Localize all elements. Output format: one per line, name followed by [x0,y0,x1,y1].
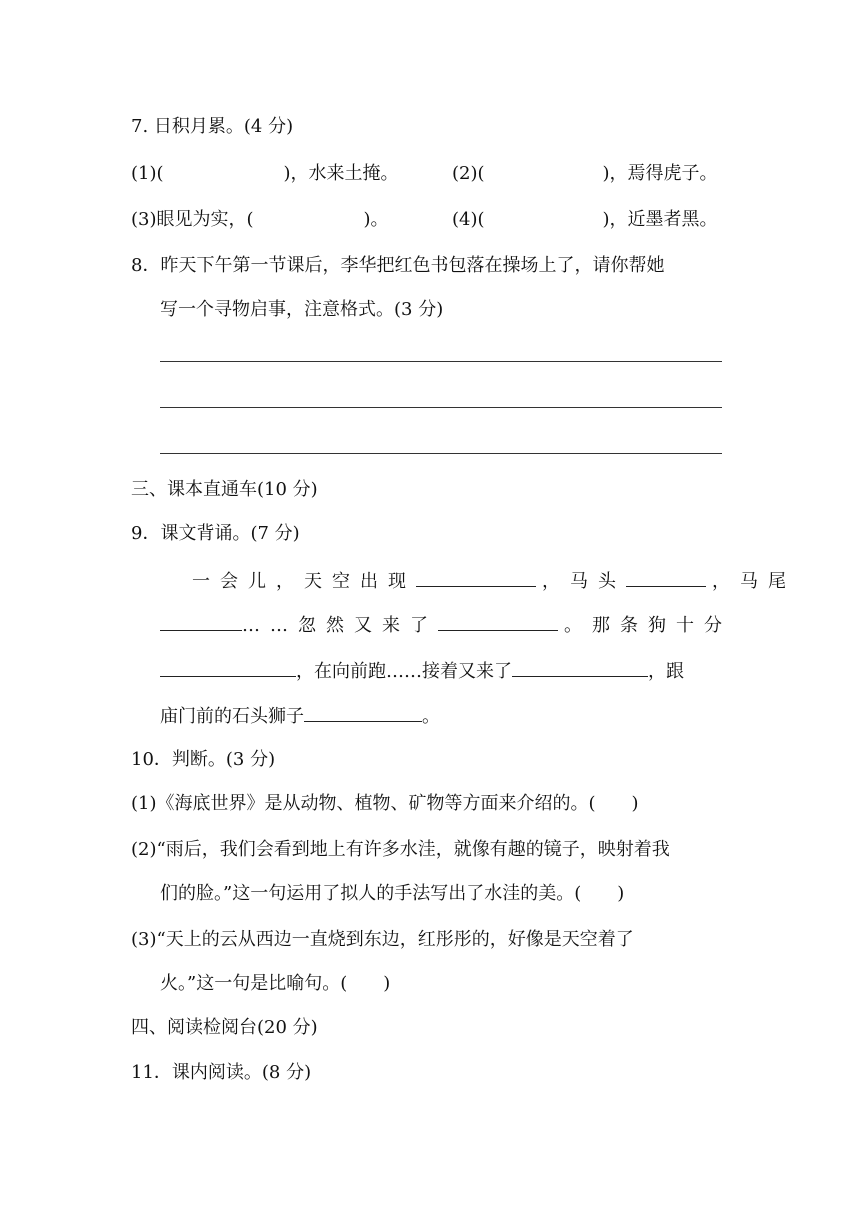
q7-item-2-pre: (2)( [452,163,485,184]
q7-item-3-post: )。 [363,209,389,230]
q7-item-1-post: )，水来土掩。 [283,163,399,184]
section-3-heading: 三、课本直通车(10 分) [131,479,318,500]
q8-line-1: 8．昨天下午第一节课后，李华把红色书包落在操场上了，请你帮她 [131,255,665,276]
q9-line-3-text-b: ，跟 [648,661,684,682]
q9-blank-4[interactable] [438,612,558,631]
q7-item-2-post: )，焉得虎子。 [602,163,718,184]
q10-statement-3-line-2: 火。”这一句是比喻句。( ) [160,973,391,994]
q9-blank-5[interactable] [160,658,296,677]
q9-blank-2[interactable] [626,568,706,587]
q9-line-2-text-a: ……忽然又来了 [242,615,438,636]
q7-item-4-pre: (4)( [452,209,485,230]
q7-item-4-post: )，近墨者黑。 [602,209,718,230]
q7-title: 7. 日积月累。(4 分) [131,116,294,137]
q10-statement-2-line-2: 们的脸。”这一句运用了拟人的手法写出了水洼的美。( ) [160,883,625,904]
q9-blank-1[interactable] [416,568,536,587]
q9-blank-7[interactable] [304,703,422,722]
q8-line-2: 写一个寻物启事，注意格式。(3 分) [160,299,444,320]
q9-line-1-text-c: ，马尾 [712,571,796,592]
q7-item-1-pre: (1)( [131,163,164,184]
q7-item-3-pre: (3)眼见为实，( [131,209,254,230]
q11-title: 11．课内阅读。(8 分) [131,1062,312,1083]
q10-statement-2-line-1: (2)“雨后，我们会看到地上有许多水洼，就像有趣的镜子，映射着我 [131,839,670,860]
q7-item-2 [452,162,718,186]
q8-answer-line-1[interactable] [160,361,722,362]
q9-line-3-text-a: ，在向前跑……接着又来了 [296,661,512,682]
q10-title: 10．判断。(3 分) [131,749,276,770]
section-4-heading: 四、阅读检阅台(20 分) [131,1017,318,1038]
q10-statement-1: (1)《海底世界》是从动物、植物、矿物等方面来介绍的。( ) [131,793,639,814]
q7-item-3 [131,208,389,232]
q9-line-2-text-b: 。那条狗十分 [564,615,732,636]
q9-line-4-text-b: 。 [422,706,440,727]
q8-answer-line-3[interactable] [160,453,722,454]
q9-line-3 [160,658,684,684]
q9-title: 9．课文背诵。(7 分) [131,523,300,544]
q9-line-4 [160,703,440,729]
q10-statement-3-line-1: (3)“天上的云从西边一直烧到东边，红彤彤的，好像是天空着了 [131,929,634,950]
q7-item-4 [452,208,718,232]
q9-line-4-text-a: 庙门前的石头狮子 [160,706,304,727]
q9-line-1 [192,568,796,594]
q9-blank-6[interactable] [512,658,648,677]
q8-answer-line-2[interactable] [160,407,722,408]
q9-line-1-text-b: ，马头 [542,571,626,592]
q9-line-2 [160,612,732,638]
q9-line-1-text-a: 一会儿，天空出现 [192,571,416,592]
q7-item-1 [131,162,399,186]
q9-blank-3[interactable] [160,612,242,631]
